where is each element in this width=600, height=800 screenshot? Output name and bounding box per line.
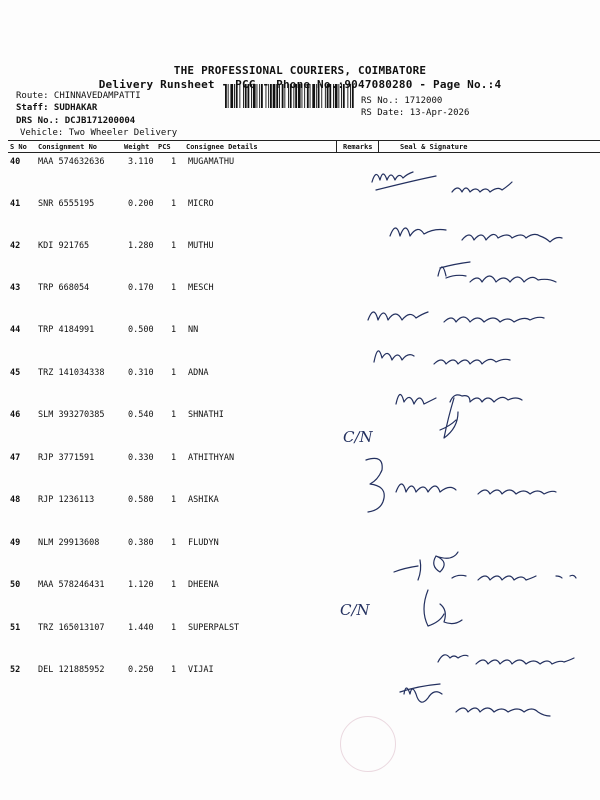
row-consignment: DEL 121885952 — [38, 665, 105, 675]
row-consignment: MAA 574632636 — [38, 157, 105, 167]
table-row — [0, 495, 600, 509]
row-consignee: MUTHU — [188, 241, 214, 251]
row-sno: 44 — [10, 325, 21, 335]
row-consignee: ASHIKA — [188, 495, 219, 505]
row-sno: 45 — [10, 368, 21, 378]
row-consignee: ATHITHYAN — [188, 453, 235, 463]
drs-number: DRS No.: DCJB171200004 — [16, 116, 136, 126]
col-header-sno: S No — [10, 143, 27, 151]
row-pcs: 1 — [171, 623, 177, 633]
remark-cn-row46: C/N — [343, 428, 373, 446]
row-sno: 51 — [10, 623, 21, 633]
row-weight: 1.280 — [128, 241, 154, 251]
row-consignee: DHEENA — [188, 580, 219, 590]
row-consignee: MESCH — [188, 283, 214, 293]
signature-row49 — [394, 552, 576, 580]
row-weight: 0.170 — [128, 283, 154, 293]
table-row — [0, 368, 600, 382]
row-consignee: SHNATHI — [188, 410, 224, 420]
row-consignee: FLUDYN — [188, 538, 219, 548]
row-weight: 3.110 — [128, 157, 154, 167]
row-pcs: 1 — [171, 665, 177, 675]
header-rule-bottom — [8, 152, 600, 153]
signature-row50 — [424, 590, 462, 626]
row-consignment: TRZ 165013107 — [38, 623, 105, 633]
row-consignment: SLM 393270385 — [38, 410, 105, 420]
row-consignment: MAA 578246431 — [38, 580, 105, 590]
row-sno: 50 — [10, 580, 21, 590]
row-pcs: 1 — [171, 199, 177, 209]
signature-row52 — [400, 684, 550, 716]
row-consignment: RJP 1236113 — [38, 495, 95, 505]
col-header-consignee: Consignee Details — [186, 143, 258, 151]
col-header-seal: Seal & Signature — [400, 143, 468, 151]
row-pcs: 1 — [171, 453, 177, 463]
remarks-divider-left — [336, 141, 337, 152]
row-sno: 42 — [10, 241, 21, 251]
row-consignee: SUPERPALST — [188, 623, 240, 633]
row-pcs: 1 — [171, 157, 177, 167]
table-row — [0, 157, 600, 171]
table-row — [0, 325, 600, 339]
row-sno: 49 — [10, 538, 21, 548]
row-pcs: 1 — [171, 410, 177, 420]
table-row — [0, 623, 600, 637]
col-header-weight: Weight — [124, 143, 150, 151]
staff-text: Staff: SUDHAKAR — [16, 103, 98, 113]
table-row — [0, 538, 600, 552]
row-sno: 40 — [10, 157, 21, 167]
row-consignment: KDI 921765 — [38, 241, 90, 251]
rs-number: RS No.: 1712000 — [361, 96, 443, 106]
runsheet-title: Delivery Runsheet - PCG - Phone No.:9047080280 - Page No.:4 — [98, 78, 502, 91]
header-rule-top — [8, 140, 600, 141]
signature-row40 — [372, 172, 512, 192]
row-sno: 41 — [10, 199, 21, 209]
signature-row51 — [438, 655, 574, 664]
row-consignee: ADNA — [188, 368, 209, 378]
signature-row44 — [374, 351, 510, 364]
row-consignment: TRP 668054 — [38, 283, 90, 293]
row-pcs: 1 — [171, 325, 177, 335]
signature-row41 — [390, 228, 562, 242]
row-weight: 0.380 — [128, 538, 154, 548]
row-weight: 0.580 — [128, 495, 154, 505]
table-row — [0, 283, 600, 297]
row-weight: 0.330 — [128, 453, 154, 463]
row-consignment: NLM 29913608 — [38, 538, 100, 548]
row-sno: 48 — [10, 495, 21, 505]
row-consignment: TRP 4184991 — [38, 325, 95, 335]
vehicle-text: Vehicle: Two Wheeler Delivery — [20, 128, 178, 138]
table-row — [0, 453, 600, 467]
row-consignee: MUGAMATHU — [188, 157, 235, 167]
row-pcs: 1 — [171, 283, 177, 293]
row-consignment: SNR 6555195 — [38, 199, 95, 209]
route-text: Route: CHINNAVEDAMPATTI — [16, 91, 141, 101]
row-consignee: VIJAI — [188, 665, 214, 675]
row-consignee: NN — [188, 325, 199, 335]
row-sno: 43 — [10, 283, 21, 293]
row-weight: 0.540 — [128, 410, 154, 420]
signature-row42 — [438, 262, 556, 282]
col-header-pcs: PCS — [158, 143, 171, 151]
remarks-divider-right — [378, 141, 379, 152]
table-row — [0, 241, 600, 255]
col-header-remarks: Remarks — [343, 143, 373, 151]
row-weight: 0.250 — [128, 665, 154, 675]
table-row — [0, 199, 600, 213]
row-sno: 52 — [10, 665, 21, 675]
col-header-consignment: Consignment No — [38, 143, 98, 151]
row-sno: 47 — [10, 453, 21, 463]
table-row — [0, 410, 600, 424]
company-title: THE PROFESSIONAL COURIERS, COIMBATORE — [173, 64, 427, 77]
row-pcs: 1 — [171, 538, 177, 548]
row-pcs: 1 — [171, 368, 177, 378]
table-row — [0, 665, 600, 679]
remark-cn-row50: C/N — [340, 601, 370, 619]
row-weight: 0.200 — [128, 199, 154, 209]
row-pcs: 1 — [171, 241, 177, 251]
faint-stamp — [340, 716, 396, 772]
signature-row43 — [368, 312, 544, 322]
table-row — [0, 580, 600, 594]
row-weight: 0.310 — [128, 368, 154, 378]
row-consignment: RJP 3771591 — [38, 453, 95, 463]
row-weight: 0.500 — [128, 325, 154, 335]
row-sno: 46 — [10, 410, 21, 420]
rs-date: RS Date: 13-Apr-2026 — [361, 108, 470, 118]
row-pcs: 1 — [171, 495, 177, 505]
row-pcs: 1 — [171, 580, 177, 590]
row-consignment: TRZ 141034338 — [38, 368, 105, 378]
row-consignee: MICRO — [188, 199, 214, 209]
row-weight: 1.440 — [128, 623, 154, 633]
row-weight: 1.120 — [128, 580, 154, 590]
